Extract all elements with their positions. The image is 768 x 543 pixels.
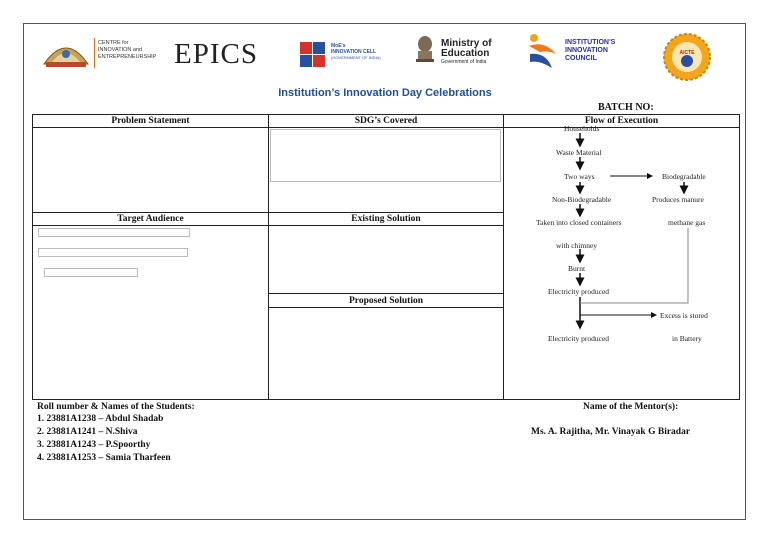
problem-statement-heading: Problem Statement <box>111 116 190 126</box>
sdg-heading: SDG’s Covered <box>354 116 418 126</box>
target-text-box-3[interactable] <box>44 268 138 277</box>
iic-line2: INNOVATION <box>565 47 608 54</box>
existing-solution-heading: Existing Solution <box>351 214 421 224</box>
students-heading: Roll number & Names of the Students: <box>37 402 195 412</box>
flow-biodegradable: Biodegradable <box>662 172 706 181</box>
sdg-text-box[interactable] <box>270 129 501 182</box>
flow-in-battery: in Battery <box>672 334 702 343</box>
aicte-text: AICTE <box>679 50 695 56</box>
flow-households: Households <box>564 124 600 133</box>
flow-with-chimney: with chimney <box>556 241 598 250</box>
flow-burnt: Burnt <box>568 264 586 273</box>
flow-methane-gas: methane gas <box>668 218 706 227</box>
national-emblem-icon <box>414 34 436 66</box>
flow-electricity-produced-1: Electricity produced <box>548 287 610 296</box>
moe-cell-puzzle-icon <box>298 40 328 68</box>
target-text-box-2[interactable] <box>38 248 188 257</box>
mentor-names: Ms. A. Rajitha, Mr. Vinayak G Biradar <box>531 427 691 437</box>
cie-line3: ENTREPRENEURSHIP <box>98 54 157 60</box>
ministry-line3: Government of India <box>441 59 487 65</box>
cie-line2: INNOVATION and <box>98 47 143 53</box>
flow-excess-stored: Excess is stored <box>660 311 708 320</box>
epics-logo: EPICS <box>174 38 258 70</box>
cie-line1: CENTRE for <box>98 40 129 46</box>
target-audience-heading: Target Audience <box>117 214 184 224</box>
student-item: 3. 23881A1243 – P.Spoorthy <box>37 440 151 450</box>
student-item: 1. 23881A1238 – Abdul Shadab <box>37 414 164 424</box>
mentor-heading: Name of the Mentor(s): <box>583 402 679 412</box>
aicte-seal-logo <box>662 32 712 82</box>
flow-two-ways: Two ways <box>564 172 595 181</box>
iic-line3: COUNCIL <box>565 55 597 62</box>
iic-line1: INSTITUTION'S <box>565 39 616 46</box>
moe-cell-line1: MoE's <box>331 43 346 49</box>
page-title: Institution’s Innovation Day Celebrations <box>278 87 492 99</box>
moe-cell-line2: INNOVATION CELL <box>331 49 377 55</box>
flow-non-biodegradable: Non-Biodegradable <box>552 195 612 204</box>
student-item: 4. 23881A1253 – Samia Tharfeen <box>37 453 171 463</box>
flow-closed-containers: Taken into closed containers <box>536 218 622 227</box>
proposed-solution-heading: Proposed Solution <box>349 296 423 306</box>
student-item: 2. 23881A1241 – N.Shiva <box>37 427 138 437</box>
ministry-line2: Education <box>441 48 490 59</box>
flow-diagram <box>528 125 720 345</box>
batch-label: BATCH NO: <box>598 102 654 113</box>
target-text-box-1[interactable] <box>38 228 190 237</box>
ministry-line1: Ministry of <box>441 38 492 49</box>
iic-swoosh-logo <box>526 32 562 72</box>
logo-row <box>0 0 768 85</box>
flow-heading: Flow of Execution <box>584 116 659 126</box>
cie-emblem-logo <box>40 38 92 70</box>
flow-waste-material: Waste Material <box>556 148 602 157</box>
moe-cell-line3: (GOVERNMENT OF INDIA) <box>331 55 381 60</box>
flow-electricity-produced-2: Electricity produced <box>548 334 610 343</box>
flow-produces-manure: Produces manure <box>652 195 704 204</box>
